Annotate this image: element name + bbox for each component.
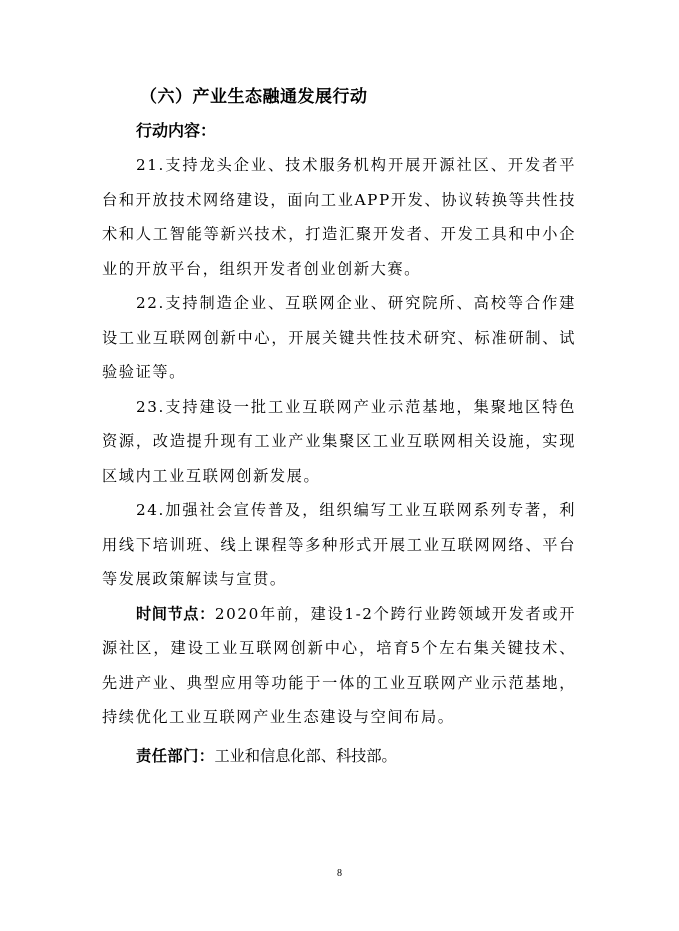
timeline-label: 时间节点： [136, 604, 215, 623]
timeline-paragraph [102, 597, 576, 735]
responsibility-text: 工业和信息化部、科技部。 [214, 746, 397, 765]
responsibility-paragraph [102, 739, 576, 774]
page-number: 8 [337, 868, 342, 879]
document-body [102, 80, 576, 773]
item-23-paragraph: 23.支持建设一批工业互联网产业示范基地，集聚地区特色资源，改造提升现有工业产业集聚区工业互联网相关设施，实现区域内工业互联网创新发展。 [102, 397, 576, 485]
timeline-text: 2020年前，建设1-2个跨行业跨领域开发者或开源社区，建设工业互联网创新中心，培育5个左右集关键技术、先进产业、典型应用等功能于一体的工业互联网产业示范基地，持续优化工业互联网产业生态建设与空间布局。 [102, 604, 576, 726]
item-22-paragraph: 22.支持制造企业、互联网企业、研究院所、高校等合作建设工业互联网创新中心，开展关键共性技术研究、标准研制、试验验证等。 [102, 294, 576, 381]
section-heading: （六）产业生态融通发展行动 [140, 87, 368, 107]
item-24-paragraph: 24.加强社会宣传普及，组织编写工业互联网系列专著，利用线下培训班、线上课程等多种形式开展工业互联网网络、平台等发展政策解读与宣贯。 [102, 501, 576, 588]
responsibility-label: 责任部门： [136, 746, 215, 765]
action-content-label: 行动内容： [136, 121, 217, 140]
item-21-paragraph: 21.支持龙头企业、技术服务机构开展开源社区、开发者平台和开放技术网络建设，面向工业APP开发、协议转换等共性技术和人工智能等新兴技术，打造汇聚开发者、开发工具和中小企业的开放平台，组织开发者创业创新大赛。 [102, 156, 576, 278]
